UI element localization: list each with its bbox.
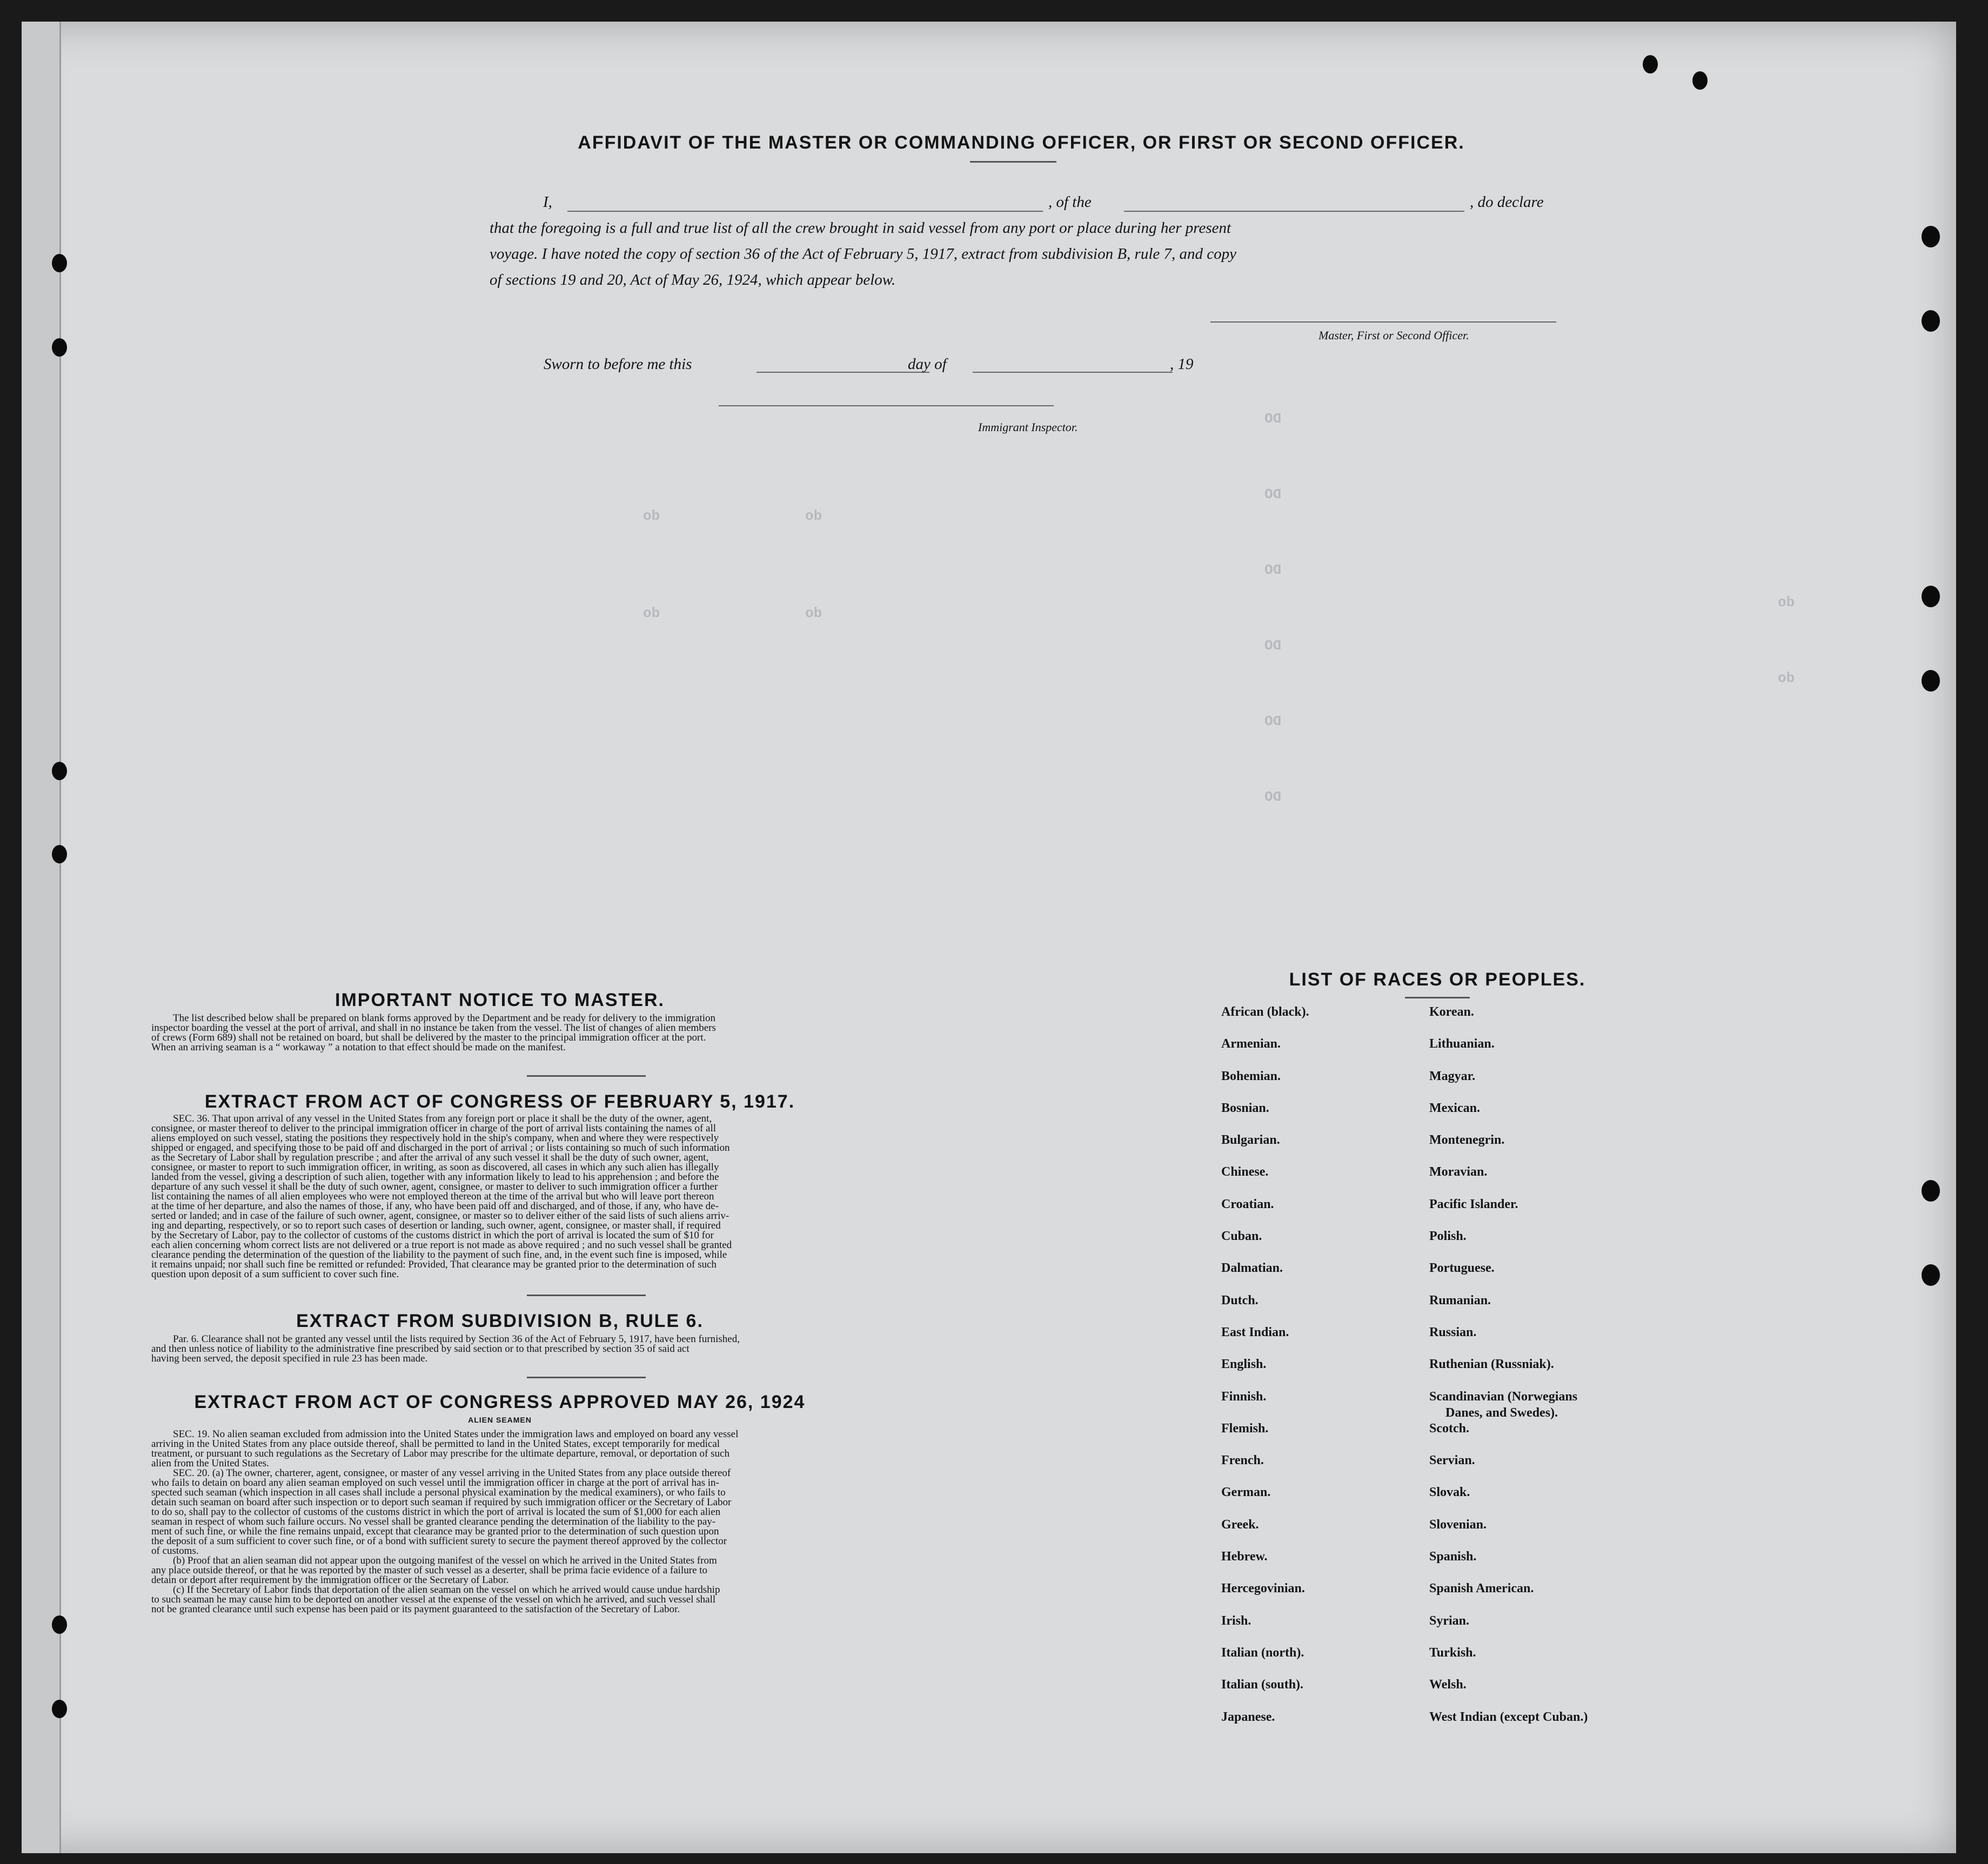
extract-line: (b) Proof that an alien seaman did not appear upon the outgoing manifest of the vessel on which he arrived in the United States from — [173, 1555, 717, 1566]
document-page — [22, 22, 1956, 1853]
extract-line: arriving in the United States from any place outside thereof, shall be permitted to land in the United States, except temporarily for medical — [151, 1438, 720, 1450]
notice-line: The list described below shall be prepared on blank forms approved by the Department and be ready for delivery to the immigration — [173, 1013, 716, 1024]
extract-line: detain or deport after requirement by the immigration officer or the Secretary of Labor. — [151, 1574, 509, 1586]
extract-line: of customs. — [151, 1545, 199, 1557]
extract-line: and then unless notice of liability to the administrative fine prescribed by said section or to that prescribed by section 35 of said act — [151, 1343, 690, 1355]
extract-line: (c) If the Secretary of Labor finds that deportation of the alien seaman on the vessel on which he arrived would cause undue hardship — [173, 1584, 720, 1595]
race-item: Hercegovinian. — [1221, 1581, 1305, 1596]
race-item: Syrian. — [1429, 1613, 1470, 1628]
race-item: Irish. — [1221, 1613, 1251, 1628]
race-item: Slovenian. — [1429, 1517, 1487, 1532]
race-item: Bulgarian. — [1221, 1133, 1280, 1148]
bleed-through-mark: do — [1778, 670, 1795, 686]
race-item: Scandinavian (Norwegians — [1429, 1389, 1578, 1404]
vessel-name-line[interactable] — [1124, 211, 1464, 212]
punch-hole — [52, 254, 67, 272]
extract-line: SEC. 36. That upon arrival of any vessel in the United States from any foreign port or place it shall be the duty of the owner, agent, — [173, 1113, 712, 1124]
extract-line: question upon deposit of a sum sufficient to cover such fine. — [151, 1269, 399, 1280]
extract-line: consignee, or master thereof to deliver to the principal immigration officer in charge of the port of arrival lists containing the names of all — [151, 1123, 717, 1134]
bleed-through-mark: do — [805, 605, 822, 621]
extract-rule6-body — [151, 1335, 978, 1364]
extract-line: shipped or engaged, and specifying those to be paid off and discharged in the port of arrival ; or lists containing so much of such information — [151, 1142, 730, 1154]
extract-line: by the Secretary of Labor, pay to the collector of customs of the customs district in which the port of arrival is located the sum of $10 for — [151, 1230, 714, 1241]
extract-line: consignee, or master to report to such immigration officer, in writing, as soon as discovered, all cases in which any such alien has illegally — [151, 1162, 719, 1173]
race-item: Moravian. — [1429, 1165, 1488, 1179]
sworn-month-line[interactable] — [973, 372, 1173, 373]
race-item: Spanish American. — [1429, 1581, 1534, 1596]
page-binding-edge — [22, 22, 61, 1853]
extract-1924-body — [151, 1430, 978, 1614]
extract-line: Par. 6. Clearance shall not be granted any vessel until the lists required by Section 36 of the Act of February 5, 1917, have been furnished, — [173, 1333, 740, 1345]
extract-line: each alien concerning whom correct lists are not delivered or a true report is not made as above required ; and no such vessel shall be granted — [151, 1239, 732, 1251]
race-item: Japanese. — [1221, 1709, 1275, 1724]
affidavit-title: AFFIDAVIT OF THE MASTER OR COMMANDING OFFICER, OR FIRST OR SECOND OFFICER. — [578, 132, 1465, 153]
signature-label: Master, First or Second Officer. — [1318, 328, 1469, 342]
extract-line: landed from the vessel, giving a description of such alien, together with any information likely to lead to his apprehension ; and before the — [151, 1171, 719, 1183]
race-item: English. — [1221, 1357, 1267, 1372]
declarant-name-line[interactable] — [567, 211, 1043, 212]
extract-line: to do so, shall pay to the collector of customs of the customs district in which the port of arrival is located the sum of $1,000 for each alien — [151, 1506, 721, 1518]
inspector-label: Immigrant Inspector. — [978, 420, 1078, 434]
extract-line: as the Secretary of Labor shall by regulation prescribe ; and after the arrival of any such vessel it shall be the duty of such owner, agent, — [151, 1152, 709, 1163]
extract-line: alien from the United States. — [151, 1458, 269, 1469]
race-item: Magyar. — [1429, 1069, 1476, 1083]
race-item: West Indian (except Cuban.) — [1429, 1709, 1588, 1724]
divider — [970, 161, 1056, 163]
punch-hole — [1922, 310, 1940, 332]
notice-line: When an arriving seaman is a “ workaway ” a notation to that effect should be made on the manifest. — [151, 1042, 566, 1053]
extract-1917-body — [151, 1114, 978, 1279]
divider — [527, 1075, 646, 1077]
bleed-through-mark: do — [643, 508, 660, 524]
race-item: Italian (north). — [1221, 1645, 1304, 1660]
race-item: Cuban. — [1221, 1229, 1262, 1244]
punch-hole — [1922, 226, 1940, 247]
punch-hole — [52, 762, 67, 780]
extract-line: detain such seaman on board after such inspection or to deport such seaman if required by such immigration officer or the Secretary of Labor — [151, 1497, 732, 1508]
bleed-through-mark: DO — [1264, 562, 1282, 578]
sworn-prefix: Sworn to before me this — [544, 356, 692, 373]
race-item: Italian (south). — [1221, 1678, 1304, 1692]
race-item: Spanish. — [1429, 1550, 1477, 1564]
race-item: Bosnian. — [1221, 1101, 1269, 1115]
race-item: Pacific Islander. — [1429, 1197, 1518, 1211]
bleed-through-mark: do — [805, 508, 822, 524]
notice-line: inspector boarding the vessel at the port of arrival, and shall in no instance be taken from the vessel. The list of changes of alien members — [151, 1022, 716, 1034]
extract-line: who fails to detain on board any alien seaman employed on such vessel until the immigration officer in charge at the port of arrival has in- — [151, 1477, 719, 1488]
race-item: German. — [1221, 1485, 1271, 1500]
sworn-date-line[interactable] — [757, 372, 929, 373]
race-item: Portuguese. — [1429, 1261, 1495, 1276]
race-item: Montenegrin. — [1429, 1133, 1505, 1148]
divider — [527, 1377, 646, 1378]
vessel-prefix: , of the — [1048, 193, 1092, 211]
extract-line: SEC. 20. (a) The owner, charterer, agent, consignee, or master of any vessel arriving in the United States from any place outside thereof — [173, 1467, 731, 1479]
punch-hole — [1643, 55, 1658, 73]
race-item: African (black). — [1221, 1005, 1309, 1019]
race-item: Ruthenian (Russniak). — [1429, 1357, 1554, 1372]
races-right-column — [1429, 1004, 1588, 1741]
race-item: Hebrew. — [1221, 1550, 1268, 1564]
bleed-through-mark: DO — [1264, 411, 1282, 427]
bleed-through-mark: do — [643, 605, 660, 621]
sworn-day-label: day of — [908, 356, 947, 373]
extract-1924-title: EXTRACT FROM ACT OF CONGRESS APPROVED MAY 26, 1924 — [194, 1392, 806, 1412]
race-item: Turkish. — [1429, 1645, 1476, 1660]
bleed-through-mark: DO — [1264, 638, 1282, 654]
race-item: Dutch. — [1221, 1293, 1259, 1308]
sworn-year-label: , 19 — [1170, 356, 1194, 373]
extract-line: ment of such fine, or while the fine remains unpaid, except that clearance may be granted prior to the determination of such question upon — [151, 1526, 719, 1537]
extract-line: seaman in respect of whom such failure occurs. No vessel shall be granted clearance pending the determination of the liability to the pay- — [151, 1516, 716, 1527]
extract-line: list containing the names of all alien employees who were not employed thereon at the time of the arrival but who will leave port thereon — [151, 1191, 714, 1202]
extract-line: clearance pending the determination of the question of the liability to the payment of such fine, and, in the event such fine is imposed, while — [151, 1249, 727, 1260]
race-item: Korean. — [1429, 1005, 1474, 1019]
race-item: Servian. — [1429, 1453, 1475, 1468]
extract-line: departure of any such vessel it shall be the duty of such owner, agent, consignee, or master to deliver to such immigration officer a further — [151, 1181, 718, 1192]
extract-line: any place outside thereof, or that he was reported by the master of such vessel as a deserter, shall be prima facie evidence of a failure to — [151, 1565, 708, 1576]
extract-1924-subtitle: ALIEN SEAMEN — [468, 1416, 532, 1424]
notice-line: of crews (Form 689) shall not be retained on board, but shall be delivered by the master to the principal immigration officer at the port. — [151, 1032, 706, 1043]
notice-title: IMPORTANT NOTICE TO MASTER. — [335, 990, 665, 1010]
race-item-continued: Danes, and Swedes). — [1445, 1405, 1558, 1420]
affidavit-statement-line: of sections 19 and 20, Act of May 26, 1924, which appear below. — [490, 271, 896, 289]
extract-line: ing and departing, respectively, or so to report such cases of desertion or landing, such owner, agent, consignee, or master shall, if required — [151, 1220, 721, 1231]
extract-line: SEC. 19. No alien seaman excluded from admission into the United States under the immigration laws and employed on board any vessel — [173, 1429, 739, 1440]
extract-line: at the time of her departure, and also the names of those, if any, who have been paid off and discharged, and of those, if any, who have de- — [151, 1201, 719, 1212]
race-item: Scotch. — [1429, 1421, 1469, 1436]
races-title: LIST OF RACES OR PEOPLES. — [1289, 969, 1586, 990]
race-item: Polish. — [1429, 1229, 1467, 1244]
extract-line: to such seaman he may cause him to be deported on another vessel at the expense of the vessel on which he arrived, and such vessel shall — [151, 1594, 716, 1605]
extract-line: treatment, or pursuant to such regulations as the Secretary of Labor may prescribe for the ultimate departure, removal, or deportation of such — [151, 1448, 729, 1459]
declarant-prefix: I, — [543, 193, 552, 211]
punch-hole — [52, 338, 67, 357]
race-item: Rumanian. — [1429, 1293, 1491, 1308]
divider — [1405, 997, 1470, 998]
race-item: Armenian. — [1221, 1037, 1281, 1051]
extract-line: serted or landed; and in case of the failure of such owner, agent, consignee, or master so to deliver either of the said lists of such aliens arriv- — [151, 1210, 729, 1222]
race-item: Welsh. — [1429, 1678, 1467, 1692]
punch-hole — [52, 1615, 67, 1634]
affidavit-statement-line: voyage. I have noted the copy of section 36 of the Act of February 5, 1917, extract from subdivision B, rule 7, and copy — [490, 245, 1237, 263]
race-item: Chinese. — [1221, 1165, 1269, 1179]
divider — [527, 1295, 646, 1296]
race-item: Croatian. — [1221, 1197, 1274, 1211]
extract-line: aliens employed on such vessel, stating the positions they respectively hold in the ship's company, when and where they were respectively — [151, 1132, 719, 1144]
race-item: Lithuanian. — [1429, 1037, 1495, 1051]
race-item: Bohemian. — [1221, 1069, 1281, 1083]
extract-line: the deposit of a sum sufficient to cover such fine, or of a bond with sufficient surety to secure the payment thereof approved by the collector — [151, 1536, 727, 1547]
race-item: Mexican. — [1429, 1101, 1480, 1115]
extract-line: spected such seaman (which inspection in all cases shall include a personal physical examination by the medical examiners), or who fails to — [151, 1487, 726, 1498]
punch-hole — [1692, 71, 1708, 90]
punch-hole — [1922, 1180, 1940, 1202]
race-item: French. — [1221, 1453, 1264, 1468]
race-item: Slovak. — [1429, 1485, 1470, 1500]
race-item: Russian. — [1429, 1325, 1477, 1339]
race-item: Dalmatian. — [1221, 1261, 1283, 1276]
bleed-through-mark: DO — [1264, 486, 1282, 502]
race-item: Finnish. — [1221, 1389, 1267, 1404]
race-item: Greek. — [1221, 1517, 1259, 1532]
punch-hole — [1922, 670, 1940, 692]
punch-hole — [1922, 586, 1940, 607]
extract-1917-title: EXTRACT FROM ACT OF CONGRESS OF FEBRUARY 5, 1917. — [204, 1091, 795, 1112]
extract-line: having been served, the deposit specified in rule 23 has been made. — [151, 1353, 428, 1364]
declare-suffix: , do declare — [1470, 193, 1544, 211]
punch-hole — [52, 845, 67, 863]
signature-line[interactable] — [1210, 321, 1556, 323]
notice-body — [151, 1014, 978, 1052]
bleed-through-mark: do — [1778, 594, 1795, 611]
extract-line: not be granted clearance until such expense has been paid or its payment guaranteed to the satisfaction of the Secretary of Labor. — [151, 1604, 680, 1615]
bleed-through-mark: DO — [1264, 789, 1282, 805]
bleed-through-mark: DO — [1264, 713, 1282, 729]
punch-hole — [1922, 1264, 1940, 1286]
race-item: Flemish. — [1221, 1421, 1269, 1436]
inspector-signature-line[interactable] — [719, 405, 1054, 406]
punch-hole — [52, 1700, 67, 1718]
extract-line: it remains unpaid; nor shall such fine be remitted or refunded: Provided, That clearance may be granted prior to the determination of such — [151, 1259, 717, 1270]
affidavit-statement-line: that the foregoing is a full and true list of all the crew brought in said vessel from any port or place during her present — [490, 219, 1231, 237]
extract-rule6-title: EXTRACT FROM SUBDIVISION B, RULE 6. — [296, 1311, 704, 1331]
races-left-column — [1221, 1004, 1309, 1741]
race-item: East Indian. — [1221, 1325, 1289, 1339]
